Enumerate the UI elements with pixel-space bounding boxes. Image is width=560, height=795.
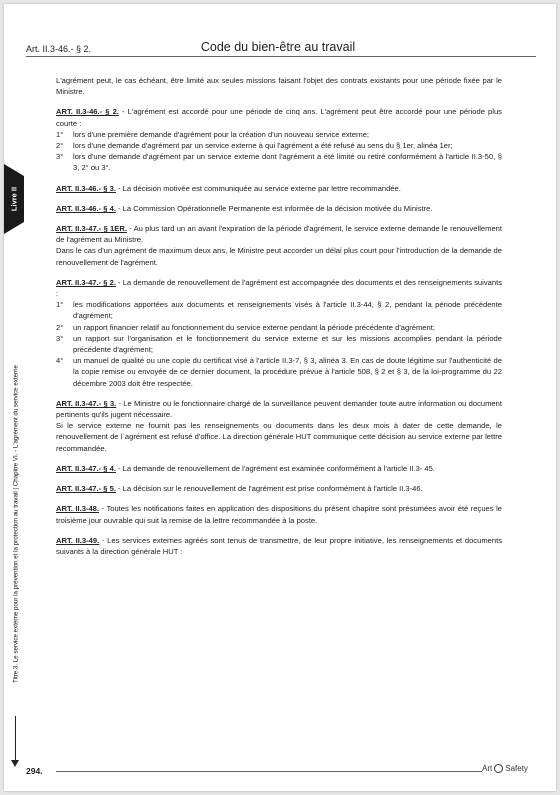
article-text: - La demande de renouvellement de l'agrément est accompagnée des documents et des renseignements suivants : [56,277,502,299]
publisher-logo [482,764,528,773]
article-block [56,277,502,389]
article-text: - La Commission Opérationnelle Permanente est informée de la décision motivée du Ministre. [115,203,433,213]
page-title: Code du bien-être au travail [200,40,356,54]
running-title-vertical: Titre 3. Le service externe pour la prévention et la protection au travail | Chapitre VI. - L'agrément du service externe [12,365,20,683]
page-number: 294. [26,766,43,776]
article-block [56,483,502,494]
book-tab-label: Livre II [9,186,19,212]
article-ref: ART. II.3-47.- § 5. [56,484,116,494]
article-block [56,203,502,214]
article-ref: ART. II.3-47.- § 4. [56,463,116,473]
article-block [56,183,502,194]
list-item: 2° lors d'une demande d'agrément par un service externe à qui l'agrément a été refusé au sens du § 1er, alinéa 1er; [56,141,453,151]
article-text: - La demande de renouvellement de l'agrément est examinée conformément à l'article II.3- 45. [115,463,435,473]
paragraph: L'agrément peut, le cas échéant, être limité aux seules missions faisant l'objet des contrats existants pour une période fixée par le Ministre. [56,76,502,97]
paragraph: Si le service externe ne fournit pas les renseignements ou documents dans les deux mois à dater de cette demande, le renouvellement de l`agrément est refusé d'office. La direction générale HUT communique cette décision au service externe par lettre recommandée. [56,421,502,453]
main-content [56,75,502,566]
article-ref: ART. II.3-47.- § 3. [56,398,117,408]
header-article-ref: Art. II.3-46.- § 2. [26,44,92,54]
list-item: 4° un manuel de qualité ou une copie du certificat visé à l'article II.3-7, § 3, alinéa 3. En cas de doute légitime sur l'authenticité de la copie remise ou envoyée de ce dernier document, la procédure prévue à l'article 508, § 2 et § 3, de la loi-programme du 22 décembre 2003 doit être respectée. [56,356,502,388]
article-ref: ART. II.3-48. [56,504,100,514]
list-item: 3° un rapport sur l'organisation et le fonctionnement du service externe et sur les missions accomplies pendant la période précédente d'agrément; [56,333,502,355]
logo-ring-icon [494,764,503,773]
logo-text-right: Safety [505,764,528,773]
list-item: 1° lors d'une première demande d'agrément pour la création d'un nouveau service externe; [56,129,370,139]
article-block [56,535,502,557]
article-ref: ART. II.3-46.- § 2. [56,107,119,117]
article-ref: ART. II.3-49. [56,535,100,545]
down-arrow-icon [11,760,19,767]
article-block [56,503,502,525]
article-ref: ART. II.3-46.- § 4. [56,203,116,213]
logo-text-left: Art [482,764,493,773]
document-page [4,4,556,791]
side-arrow-line [15,716,16,764]
footer-divider [56,771,482,772]
article-text: - Toutes les notifications faites en application des dispositions du présent chapitre sont présumées avoir été reçues le troisième jour ouvrable qui suit la remise de la lettre recommandée à la poste. [56,504,502,525]
article-ref: ART. II.3-47.- § 1ER. [56,224,127,234]
article-block [56,463,502,474]
article-text: - L'agrément est accordé pour une période de cinq ans. L'agrément peut être accordé pour une période plus courte : [56,107,502,128]
header-divider [26,56,536,57]
article-ref: ART. II.3-46.- § 3. [56,183,116,193]
article-text: - Le Ministre ou le fonctionnaire chargé de la surveillance peuvent demander toute autre information ou document pertinents qu'ils jugent nécessaire. [56,398,502,420]
article-text: - La décision motivée est communiquée au service externe par lettre recommandée. [115,183,401,193]
list-item: 3° lors d'une demande d'agrément par un service externe dont l'agrément a été limité ou retiré conformément à l'article II.3-50, § 3, 2° ou 3°. [56,152,502,173]
article-text: - Les services externes agréés sont tenus de transmettre, de leur propre initiative, les renseignements et documents suivants à la direction générale HUT : [56,535,503,556]
article-text: - Au plus tard un an avant l'expiration de la période d'agrément, le service externe demande le renouvellement de l'agrément au Ministre. [56,224,503,245]
article-block [56,223,502,268]
list-item: 2° un rapport financier relatif au fonctionnement du service externe pendant la période précédente d'agrément; [56,322,435,332]
paragraph: Dans le cas d'un agrément de maximum deux ans, le Ministre peut accorder un délai plus court pour l'introduction de la demande de renouvellement de l'agrément. [56,246,502,267]
article-block [56,398,502,454]
article-text: - La décision sur le renouvellement de l'agrément est prise conformément à l'article II.3-46. [115,484,423,494]
article-ref: ART. II.3-47.- § 2. [56,277,116,287]
list-item: 1° les modifications apportées aux documents et renseignements visés à l'article II.3-44, § 2, pendant la période précédente d'agrément; [56,300,502,321]
article-block [56,106,502,173]
